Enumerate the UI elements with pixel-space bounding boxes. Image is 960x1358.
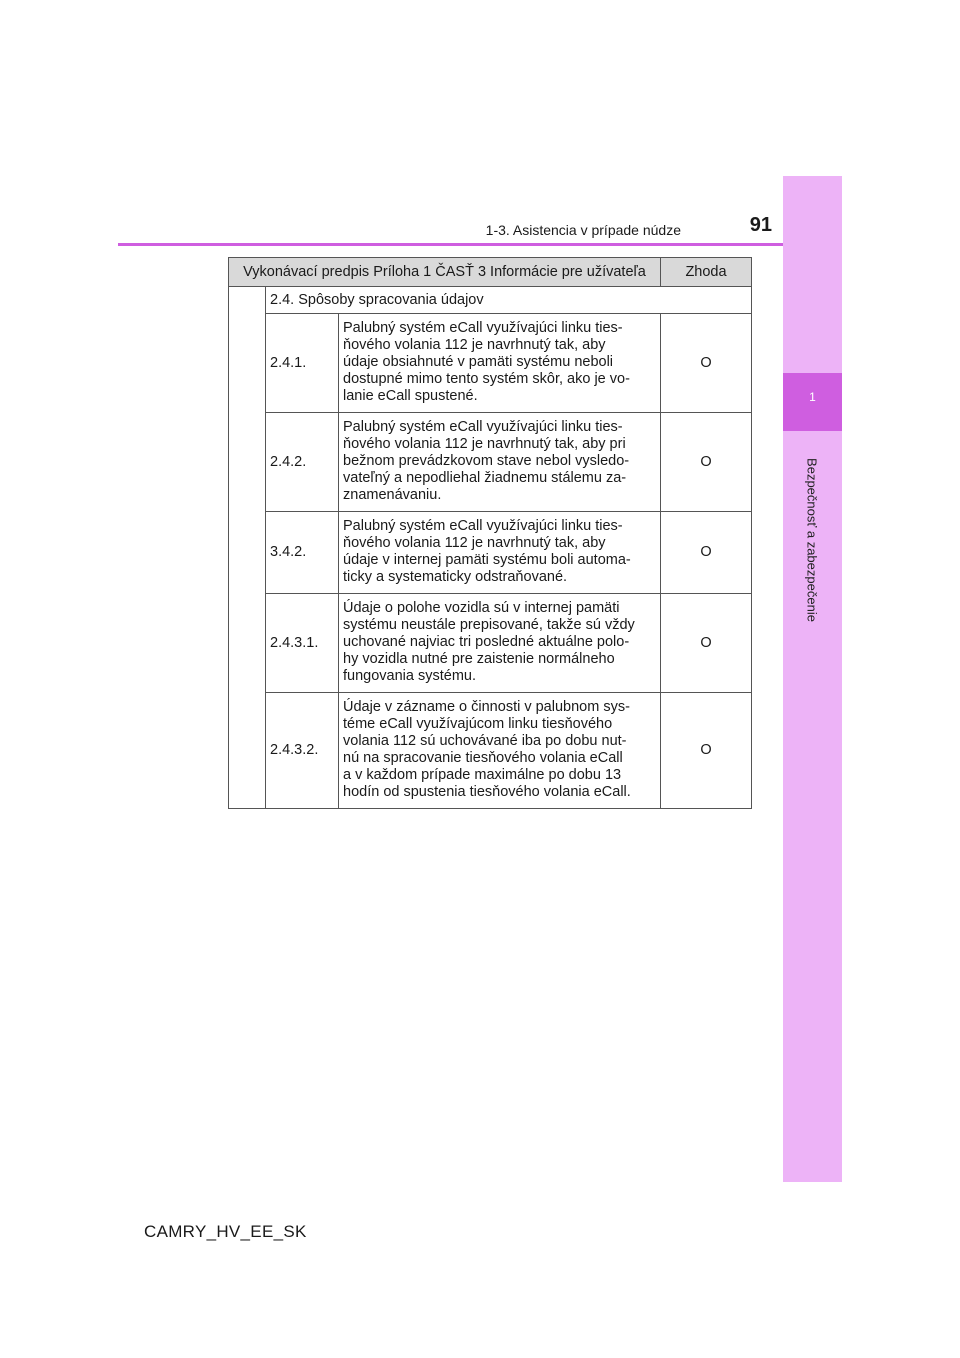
header-compliance: Zhoda: [661, 258, 752, 287]
compliance-mark: O: [661, 512, 752, 594]
clause-text: [339, 594, 661, 693]
table-row: [229, 693, 752, 809]
clause-text-line: Údaje v zázname o činnosti v palubnom sys-: [343, 698, 630, 715]
clause-text-line: Palubný systém eCall využívajúci linku ties-: [343, 517, 623, 534]
clause-text-line: systému neustále prepisované, takže sú vždy: [343, 616, 635, 633]
section-heading: [266, 287, 752, 314]
compliance-mark: O: [661, 314, 752, 413]
clause-text-line: volania 112 sú uchovávané iba po dobu nut-: [343, 732, 627, 749]
clause-text: [339, 314, 661, 413]
clause-number: 2.4.3.1.: [266, 594, 339, 693]
clause-text-line: nú na spracovanie tiesňového volania eCall: [343, 749, 623, 766]
table-row: [229, 594, 752, 693]
clause-text-line: znamenávaniu.: [343, 486, 442, 503]
clause-text-line: Palubný systém eCall využívajúci linku ties-: [343, 418, 623, 435]
compliance-mark: O: [661, 594, 752, 693]
clause-text-line: dostupné mimo tento systém skôr, ako je vo-: [343, 370, 630, 387]
clause-text-line: uchované najviac tri posledné aktuálne polo-: [343, 633, 630, 650]
chapter-number: 1: [809, 390, 816, 404]
clause-text-line: údaje obsiahnuté v pamäti systému neboli: [343, 353, 614, 370]
compliance-table: [228, 257, 752, 809]
clause-number: 3.4.2.: [266, 512, 339, 594]
section-row: [229, 287, 752, 314]
clause-text-line: vateľný a nepodliehal žiadnemu stálemu za-: [343, 469, 627, 486]
document-code: CAMRY_HV_EE_SK: [144, 1222, 307, 1241]
clause-number: 2.4.3.2.: [266, 693, 339, 809]
clause-text-line: Údaje o polohe vozidla sú v internej pamäti: [343, 599, 620, 616]
clause-text-line: ticky a systematicky odstraňované.: [343, 568, 568, 585]
clause-text: [339, 693, 661, 809]
clause-number: 2.4.1.: [266, 314, 339, 413]
section-title: Spôsoby spracovania údajov: [298, 291, 484, 308]
clause-text-line: fungovania systému.: [343, 667, 476, 684]
clause-number: 2.4.2.: [266, 413, 339, 512]
page-number: 91: [749, 214, 772, 236]
chapter-side-strip: [783, 176, 842, 1182]
table-row: [229, 314, 752, 413]
clause-text-line: lanie eCall spustené.: [343, 387, 478, 404]
clause-text-line: a v každom prípade maximálne po dobu 13: [343, 766, 622, 783]
section-header-title: 1-3. Asistencia v prípade núdze: [485, 222, 681, 238]
clause-text: [339, 512, 661, 594]
clause-text-line: údaje v internej pamäti systému boli automa-: [343, 551, 631, 568]
table-row: [229, 413, 752, 512]
header-regulation: Vykonávací predpis Príloha 1 ČASŤ 3 Informácie pre užívateľa: [229, 258, 661, 287]
chapter-title: Bezpečnosť a zabezpečenie: [804, 458, 820, 622]
clause-text-line: ňového volania 112 je navrhnutý tak, aby: [343, 336, 606, 353]
clause-text-line: hodín od spustenia tiesňového volania eCall.: [343, 783, 631, 800]
section-number: 2.4.: [270, 291, 295, 308]
compliance-mark: O: [661, 693, 752, 809]
clause-text: [339, 413, 661, 512]
compliance-mark: O: [661, 413, 752, 512]
table-header-row: [229, 258, 752, 287]
indent-cell: [229, 287, 266, 809]
table-row: [229, 512, 752, 594]
clause-text-line: hy vozidla nutné pre zaistenie normálneho: [343, 650, 615, 667]
clause-text-line: bežnom prevádzkovom stave nebol vysledo-: [343, 452, 630, 469]
clause-text-line: ňového volania 112 je navrhnutý tak, aby: [343, 534, 606, 551]
header-rule: [118, 243, 783, 246]
clause-text-line: téme eCall využívajúcom linku tiesňového: [343, 715, 613, 732]
clause-text-line: ňového volania 112 je navrhnutý tak, aby pri: [343, 435, 626, 452]
clause-text-line: Palubný systém eCall využívajúci linku ties-: [343, 319, 623, 336]
